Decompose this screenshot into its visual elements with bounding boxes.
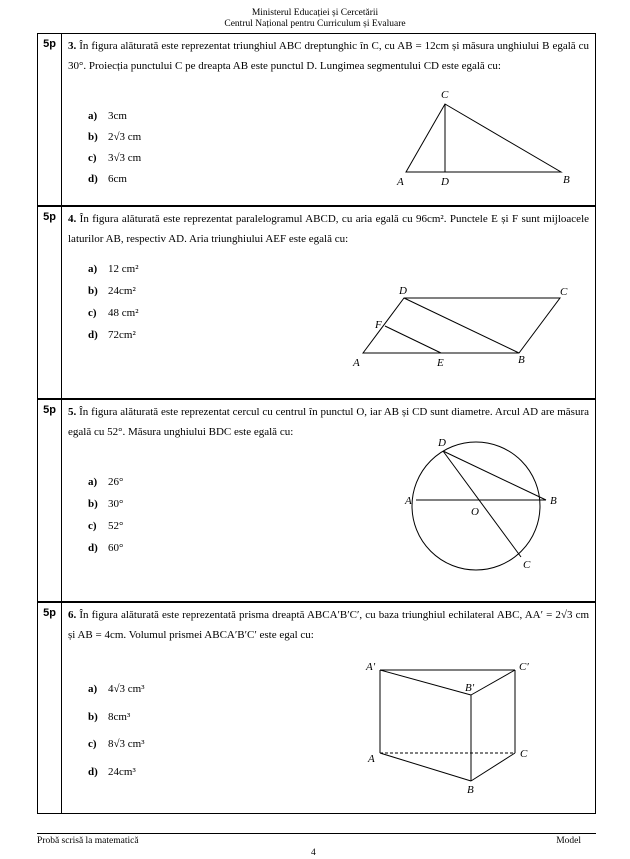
option-b: b) 2√3 cm xyxy=(88,131,142,143)
item-5 xyxy=(37,399,596,602)
item-text xyxy=(68,209,589,249)
label-B: B xyxy=(518,354,525,366)
parallelogram-figure xyxy=(343,282,583,377)
label-C: C xyxy=(560,286,568,298)
option-b: b) 24cm² xyxy=(88,285,136,297)
label-A: A xyxy=(405,495,412,507)
option-c: c) 8√3 cm³ xyxy=(88,738,145,750)
option-c: c) 52° xyxy=(88,520,124,532)
label-D: D xyxy=(399,285,407,297)
label-A1: A′ xyxy=(366,661,376,673)
item-points: 5p xyxy=(38,34,62,205)
footer-left: Probă scrisă la matematică xyxy=(37,836,139,846)
item-points: 5p xyxy=(38,207,62,398)
prism-figure xyxy=(358,658,568,798)
item-number: 6. xyxy=(68,609,77,621)
option-b: b) 30° xyxy=(88,498,124,510)
page-number: 4 xyxy=(311,848,316,858)
label-C1: C′ xyxy=(519,661,529,673)
label-D: D xyxy=(438,437,446,449)
option-d: d) 60° xyxy=(88,542,124,554)
item-statement: În figura alăturată este reprezentat triunghiul ABC dreptunghic în C, cu AB = 12cm și măsura unghiului B egală cu 30°. Proiecția punctului C pe dreapta AB este punctul D. Lungimea segmentului CD este egală cu: xyxy=(68,40,589,72)
header-center: Centrul Național pentru Curriculum și Evaluare xyxy=(224,19,406,29)
label-A: A xyxy=(368,753,375,765)
item-text xyxy=(68,605,589,645)
option-c: c) 3√3 cm xyxy=(88,152,142,164)
item-text xyxy=(68,36,589,76)
label-F: F xyxy=(375,319,382,331)
option-a: a) 3cm xyxy=(88,110,127,122)
label-B: B xyxy=(563,174,570,186)
option-a: a) 26° xyxy=(88,476,124,488)
option-d: d) 24cm³ xyxy=(88,766,136,778)
option-d: d) 6cm xyxy=(88,173,127,185)
option-a: a) 12 cm² xyxy=(88,263,139,275)
label-B1: B′ xyxy=(465,682,475,694)
option-b: b) 8cm³ xyxy=(88,711,131,723)
label-A: A xyxy=(397,176,404,188)
triangle-figure xyxy=(393,84,583,189)
item-statement: În figura alăturată este reprezentat cercul cu centrul în punctul O, iar AB și CD sunt diametre. Arcul AD are măsura egală cu 52°. Măsura unghiului BDC este egală cu: xyxy=(68,406,590,438)
circle-figure xyxy=(393,432,593,602)
label-O: O xyxy=(471,506,479,518)
item-number: 4. xyxy=(68,213,77,225)
item-number: 5. xyxy=(68,406,77,418)
option-a: a) 4√3 cm³ xyxy=(88,683,145,695)
item-points: 5p xyxy=(38,603,62,813)
label-A: A xyxy=(353,357,360,369)
item-6 xyxy=(37,602,596,814)
item-statement: În figura alăturată este reprezentat paralelogramul ABCD, cu aria egală cu 96cm². Punctele E și F sunt mijloacele laturilor AB, respectiv AD. Aria triunghiului AEF este egală cu: xyxy=(68,213,590,245)
label-D: D xyxy=(441,176,449,188)
label-B: B xyxy=(467,784,474,796)
label-E: E xyxy=(437,357,444,369)
item-statement: În figura alăturată este reprezentată prisma dreaptă ABCA′B′C′, cu baza triunghiul echilateral ABC, AA′ = 2√3 cm și AB = 4cm. Volumul prismei ABCA′B′C′ este egal cu: xyxy=(68,609,590,641)
item-3 xyxy=(37,33,596,206)
header-ministry: Ministerul Educației și Cercetării xyxy=(251,8,379,18)
option-d: d) 72cm² xyxy=(88,329,136,341)
label-C: C xyxy=(523,559,531,571)
label-C: C xyxy=(441,89,449,101)
label-C: C xyxy=(520,748,528,760)
option-c: c) 48 cm² xyxy=(88,307,139,319)
item-4 xyxy=(37,206,596,399)
label-B: B xyxy=(550,495,557,507)
item-points: 5p xyxy=(38,400,62,601)
footer-right: Model xyxy=(556,836,581,846)
footer-rule xyxy=(37,833,596,834)
item-number: 3. xyxy=(68,40,77,52)
